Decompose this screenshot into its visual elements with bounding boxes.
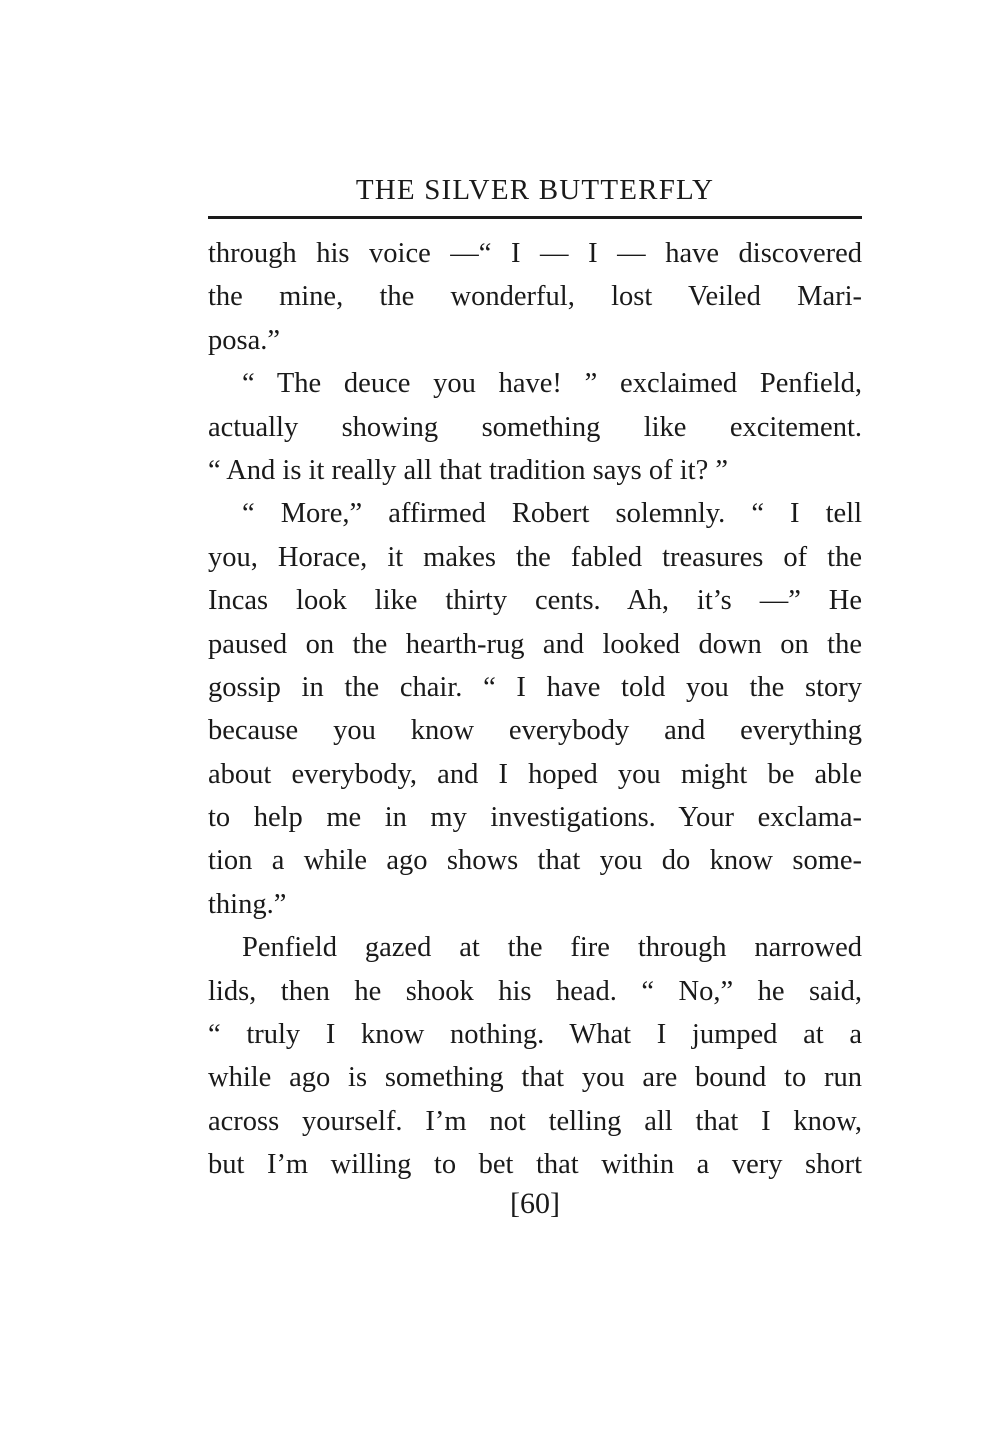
text-line: posa.” (208, 324, 281, 356)
text-line: paused on the hearth-rug and looked down on the (208, 628, 862, 660)
text-line: lids, then he shook his head. “ No,” he said, (208, 975, 862, 1007)
body-text (208, 232, 862, 1187)
text-line: to help me in my investigations. Your exclama- (208, 802, 862, 834)
text-line: gossip in the chair. “ I have told you the story (208, 671, 862, 703)
text-line: Penfield gazed at the fire through narrowed (242, 932, 862, 964)
text-line: because you know everybody and everything (208, 715, 862, 747)
text-line: actually showing something like excitement. (208, 411, 862, 443)
text-line: about everybody, and I hoped you might be able (208, 758, 862, 790)
text-line: through his voice —“ I — I — have discovered (208, 238, 862, 269)
text-line: “ truly I know nothing. What I jumped at a (208, 1019, 862, 1051)
text-line: but I’m willing to bet that within a very short (208, 1149, 862, 1181)
text-line: the mine, the wonderful, lost Veiled Mari- (208, 281, 862, 313)
text-line: “ The deuce you have! ” exclaimed Penfield, (242, 368, 862, 400)
text-line: thing.” (208, 888, 287, 920)
text-line: while ago is something that you are bound to run (208, 1062, 862, 1094)
header-rule (208, 216, 862, 219)
text-line: Incas look like thirty cents. Ah, it’s —” He (208, 585, 862, 617)
running-title: THE SILVER BUTTERFLY (355, 174, 715, 206)
text-line: you, Horace, it makes the fabled treasures of the (208, 541, 862, 573)
page-number: [60] (510, 1187, 560, 1220)
text-line: “ And is it really all that tradition says of it? ” (208, 454, 728, 486)
text-line: “ More,” affirmed Robert solemnly. “ I tell (242, 498, 862, 530)
text-line: tion a while ago shows that you do know some- (208, 845, 862, 877)
text-line: across yourself. I’m not telling all that I know, (208, 1105, 862, 1137)
